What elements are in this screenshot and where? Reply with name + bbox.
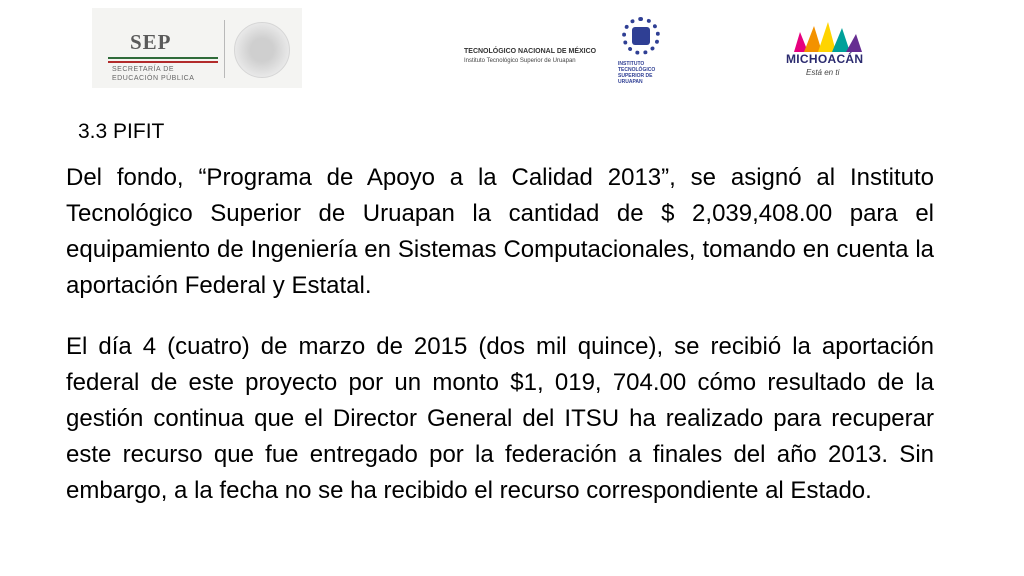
michoacan-crown-icon	[786, 22, 868, 56]
michoacan-logo	[786, 22, 868, 86]
section-title: 3.3 PIFIT	[78, 120, 165, 143]
itsu-logo	[618, 17, 666, 85]
mexico-coat-of-arms-icon	[234, 22, 290, 78]
sep-logo	[92, 8, 302, 88]
sep-wordmark: SEP	[130, 30, 172, 54]
tecnm-logo	[464, 48, 604, 64]
michoacan-wordmark: MICHOACÁN	[786, 52, 864, 66]
sep-subtitle-2: EDUCACIÓN PÚBLICA	[112, 75, 195, 82]
sep-green-rule	[108, 57, 218, 59]
sep-divider	[224, 20, 225, 78]
paragraph-2: El día 4 (cuatro) de marzo de 2015 (dos mil quince), se recibió la aportación federal de este proyecto por un monto $1, 019, 704.00 cómo resultado de la gestión continua que el Director General del ITSU ha realizado para recuperar este recurso que fue entregado por la federación a finales del año 2013. Sin embargo, a la fecha no se ha recibido el recurso correspondiente al Estado.	[66, 333, 934, 504]
tecnm-title: TECNOLÓGICO NACIONAL DE MÉXICO	[464, 48, 597, 55]
tecnm-subtitle: Instituto Tecnológico Superior de Uruapan	[464, 58, 576, 64]
itsu-emblem-icon	[632, 27, 650, 45]
itsu-caption: INSTITUTO TECNOLÓGICO SUPERIOR DE URUAPAN	[618, 61, 656, 85]
michoacan-tagline: Está en ti	[806, 68, 840, 77]
sep-subtitle-1: SECRETARÍA DE	[112, 66, 174, 73]
sep-red-rule	[108, 61, 218, 63]
paragraph-1: Del fondo, “Programa de Apoyo a la Calidad 2013”, se asignó al Instituto Tecnológico Superior de Uruapan la cantidad de $ 2,039,408.00 para el equipamiento de Ingeniería en Sistemas Computacionales, tomando en cuenta la aportación Federal y Estatal.	[66, 164, 934, 299]
